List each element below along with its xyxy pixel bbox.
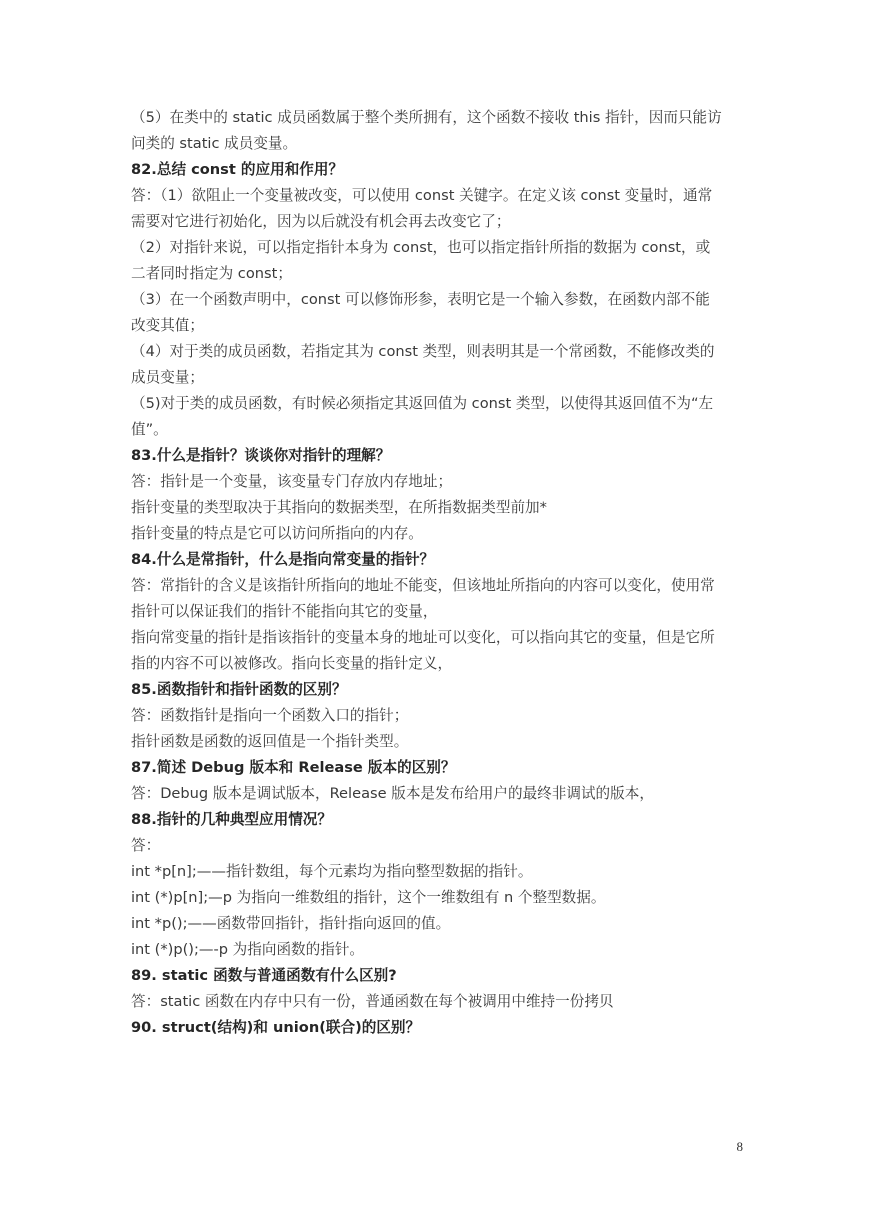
question-heading: 87.简述 Debug 版本和 Release 版本的区别？ [131, 759, 456, 776]
question-heading: 82.总结 const 的应用和作用？ [131, 161, 344, 178]
paragraph-line: 指针变量的特点是它可以访问所指向的内存。 [131, 525, 423, 542]
paragraph-line: 指向常变量的指针是指该指针的变量本身的地址可以变化，可以指向其它的变量，但是它所 [131, 629, 715, 646]
paragraph-line: 答：（1）欲阻止一个变量被改变，可以使用 const 关键字。在定义该 const 变量时，通常 [131, 187, 713, 204]
paragraph-line: 答：static 函数在内存中只有一份，普通函数在每个被调用中维持一份拷贝 [131, 993, 614, 1010]
paragraph-line: 指针变量的类型取决于其指向的数据类型，在所指数据类型前加* [131, 499, 547, 516]
paragraph-line: 指的内容不可以被修改。指向长变量的指针定义， [131, 655, 453, 672]
question-heading: 84.什么是常指针，什么是指向常变量的指针？ [131, 551, 435, 568]
question-heading: 89. static 函数与普通函数有什么区别? [131, 967, 397, 984]
paragraph-line: int (*)p[n];—p 为指向一维数组的指针，这个一维数组有 n 个整型数据。 [131, 889, 606, 906]
paragraph-line: 答： [131, 837, 161, 854]
paragraph-line: （5)对于类的成员函数，有时候必须指定其返回值为 const 类型，以使得其返回值不为“左 [131, 395, 714, 412]
question-heading: 88.指针的几种典型应用情况？ [131, 811, 332, 828]
question-heading: 85.函数指针和指针函数的区别？ [131, 681, 347, 698]
question-heading: 83.什么是指针？谈谈你对指针的理解？ [131, 447, 391, 464]
paragraph-line: 答：常指针的含义是该指针所指向的地址不能变，但该地址所指向的内容可以变化，使用常 [131, 577, 715, 594]
page-number: 8 [736, 1139, 743, 1154]
paragraph-line: 值”。 [131, 421, 168, 438]
question-heading: 90. struct(结构)和 union(联合)的区别？ [131, 1019, 421, 1036]
paragraph-line: 需要对它进行初始化，因为以后就没有机会再去改变它了； [131, 213, 511, 230]
paragraph-line: 答：Debug 版本是调试版本，Release 版本是发布给用户的最终非调试的版本， [131, 785, 654, 802]
paragraph-line: int (*)p();—-p 为指向函数的指针。 [131, 941, 365, 958]
paragraph-line: int *p();——函数带回指针，指针指向返回的值。 [131, 915, 451, 932]
paragraph-line: 指针函数是函数的返回值是一个指针类型。 [131, 733, 409, 750]
paragraph-line: int *p[n];——指针数组，每个元素均为指向整型数据的指针。 [131, 863, 533, 880]
paragraph-line: （5）在类中的 static 成员函数属于整个类所拥有，这个函数不接收 this 指针，因而只能访 [131, 109, 722, 126]
paragraph-line: （3）在一个函数声明中，const 可以修饰形参，表明它是一个输入参数，在函数内部不能 [131, 291, 710, 308]
paragraph-line: （2）对指针来说，可以指定指针本身为 const，也可以指定指针所指的数据为 const，或 [131, 239, 711, 256]
paragraph-line: 问类的 static 成员变量。 [131, 135, 298, 152]
paragraph-line: 二者同时指定为 const； [131, 265, 292, 282]
paragraph-line: （4）对于类的成员函数，若指定其为 const 类型，则表明其是一个常函数，不能修改类的 [131, 343, 715, 360]
paragraph-line: 改变其值； [131, 317, 204, 334]
paragraph-line: 答：指针是一个变量，该变量专门存放内存地址； [131, 473, 453, 490]
paragraph-line: 指针可以保证我们的指针不能指向其它的变量， [131, 603, 438, 620]
paragraph-line: 答：函数指针是指向一个函数入口的指针； [131, 707, 409, 724]
page-content [131, 105, 739, 1041]
paragraph-line: 成员变量； [131, 369, 204, 386]
